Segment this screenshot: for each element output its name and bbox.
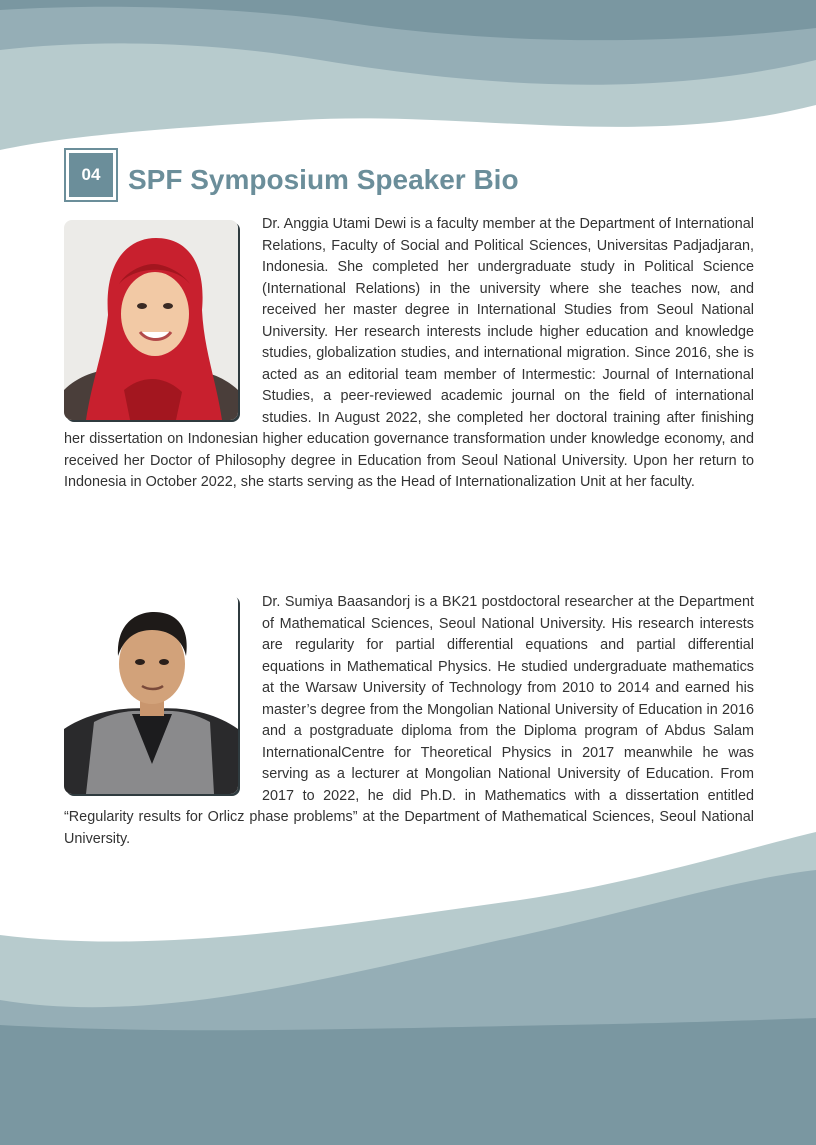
section-number: 04 (69, 153, 113, 197)
speaker-1-photo (64, 220, 238, 420)
section-number-badge (64, 148, 118, 202)
speaker-1-bio-text: Dr. Anggia Utami Dewi is a faculty member at the Department of International Relations, Faculty of Social and Political Sciences, Universitas Padjadjaran, Indonesia. She completed her undergraduate study in Political Science (International Relations) in the university where she teaches now, and received her master degree in International Studies from Seoul National University. Her research interests include higher education and knowledge studies, globalization studies, and international migration. Since 2016, she is acted as an editorial team member of Intermestic: Journal of International Studies, a peer-reviewed academic journal on the field of international studies. In August 2022, she completed her doctoral training after finishing her dissertation on Indonesian higher education governance transformation under knowledge economy, and received her Doctor of Philosophy degree in Education from Seoul National University. Upon her return to Indonesia in October 2022, she starts serving as the Head of Internationalization Unit at her faculty. (64, 216, 754, 490)
section-header (64, 148, 764, 204)
section-title: SPF Symposium Speaker Bio (128, 164, 519, 195)
speaker-bio-2 (64, 592, 754, 850)
speaker-2-bio-text: Dr. Sumiya Baasandorj is a BK21 postdoctoral researcher at the Department of Mathematical Sciences, Seoul National University. His research interests are regularity for partial differential equations and partial differential equations in Mathematical Physics. He studied undergraduate mathematics at the Warsaw University of Technology from 2010 to 2014 and earned his master’s degree from the Mongolian National University of Education in 2016 and a postgraduate diploma from the Diploma program of Abdus Salam InternationalCentre for Theoretical Physics in 2017 meanwhile he was serving as a lecturer at Mongolian National University of Education. From 2017 to 2022, he did Ph.D. in Mathematics with a dissertation entitled “Regularity results for Orlicz phase problems” at the Department of Mathematical Sciences, Seoul National University. (64, 594, 754, 847)
speaker-2-photo (64, 594, 238, 794)
speaker-bio-1 (64, 214, 754, 494)
top-wave-decoration (0, 0, 816, 160)
bottom-wave-decoration (0, 820, 816, 1145)
speaker-1-portrait (64, 220, 238, 420)
speaker-2-portrait (64, 594, 238, 794)
